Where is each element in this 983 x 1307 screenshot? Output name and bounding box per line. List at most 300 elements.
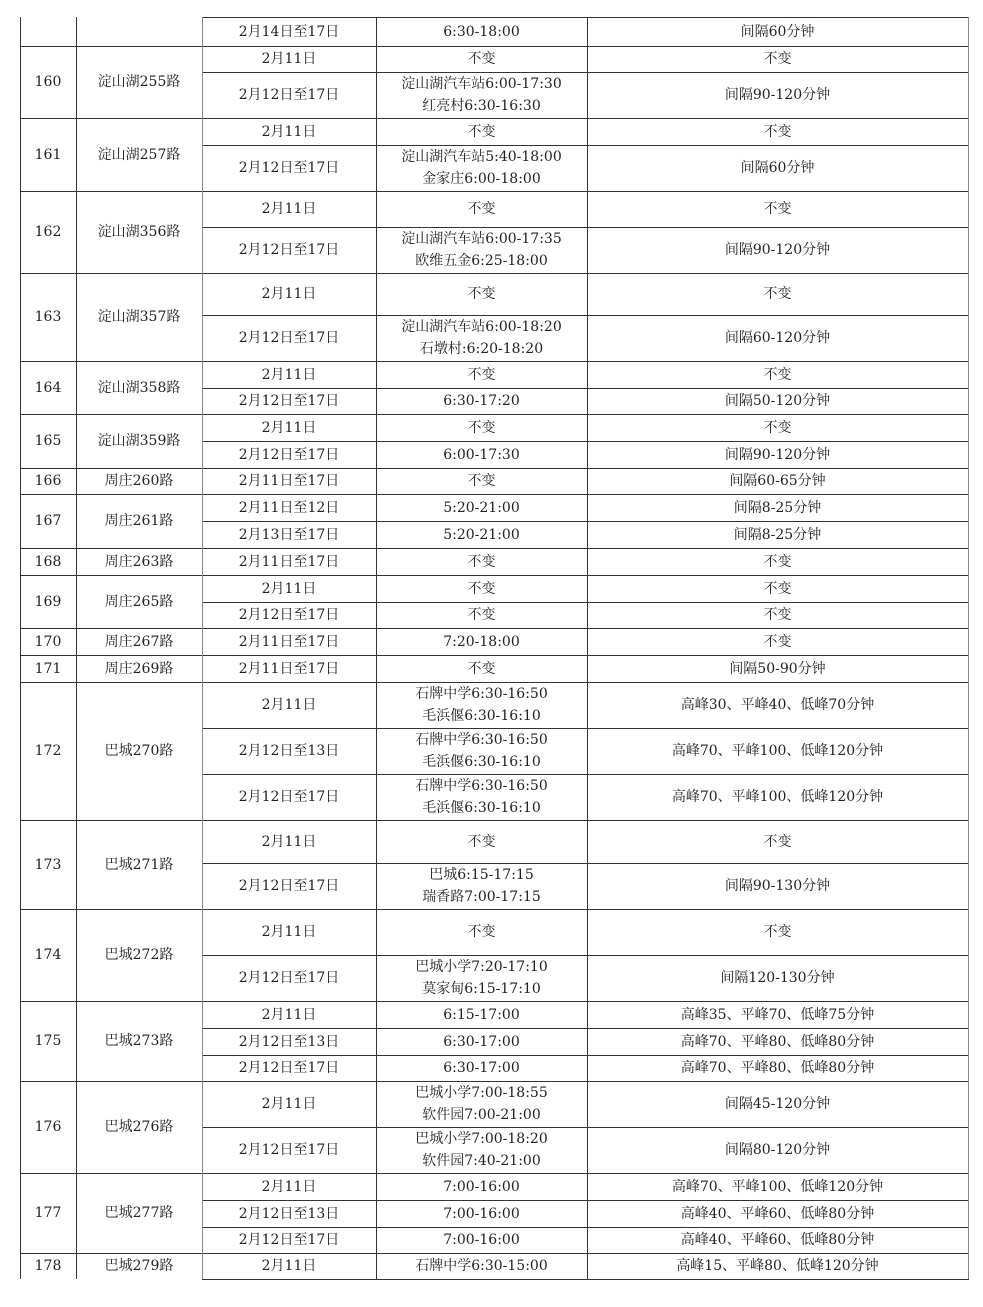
operating-hours-text: 6:30-17:00	[443, 1060, 520, 1076]
route-number-text: 162	[34, 224, 62, 240]
schedule-date-text: 2月11日	[261, 833, 317, 850]
operating-hours-text: 6:30-17:00	[443, 1033, 520, 1050]
schedule-date	[202, 521, 376, 548]
operating-hours	[376, 655, 587, 682]
grid-line	[20, 118, 969, 119]
operating-hours-text: 不变	[467, 201, 496, 217]
route-number-text: 176	[34, 1119, 62, 1135]
schedule-date-text: 2月11日至17日	[238, 660, 340, 677]
schedule-date-text: 2月11日	[261, 201, 317, 217]
operating-hours-text: 毛浜偃6:30-16:10	[422, 800, 541, 816]
schedule-date-text: 2月11日至12日	[238, 499, 340, 516]
route-number	[20, 17, 76, 46]
operating-hours	[376, 1227, 587, 1253]
departure-interval-text: 间隔50-120分钟	[724, 393, 831, 409]
operating-hours-text: 巴城小学7:00-18:20	[415, 1131, 548, 1147]
operating-hours	[376, 46, 587, 72]
grid-line	[202, 955, 969, 956]
route-name	[76, 575, 202, 628]
schedule-date	[202, 72, 376, 118]
operating-hours-text: 石牌中学6:30-16:50	[415, 686, 548, 702]
schedule-date	[202, 17, 376, 46]
grid-line	[202, 17, 203, 1279]
grid-line	[76, 17, 77, 1279]
departure-interval-text: 不变	[763, 366, 792, 383]
route-number-text: 167	[34, 513, 62, 529]
operating-hours-text: 瑞香路7:00-17:15	[422, 889, 541, 905]
route-name	[76, 820, 202, 909]
grid-line	[20, 494, 969, 495]
operating-hours-text: 不变	[467, 286, 496, 302]
grid-line	[20, 273, 969, 274]
operating-hours-text: 7:00-16:00	[443, 1178, 520, 1195]
departure-interval	[587, 46, 968, 72]
departure-interval	[587, 227, 968, 273]
departure-interval	[587, 863, 968, 909]
departure-interval-text: 不变	[763, 419, 792, 436]
route-name-text: 巴城276路	[104, 1119, 174, 1135]
schedule-date	[202, 1200, 376, 1227]
operating-hours	[376, 441, 587, 468]
schedule-date	[202, 682, 376, 728]
grid-line	[20, 191, 969, 192]
operating-hours-text: 7:20-18:00	[443, 633, 520, 650]
departure-interval	[587, 820, 968, 863]
grid-line	[202, 1279, 969, 1280]
departure-interval-text: 高峰70、平峰100、低峰120分钟	[671, 1178, 884, 1195]
operating-hours	[376, 118, 587, 145]
departure-interval	[587, 494, 968, 521]
schedule-date	[202, 227, 376, 273]
schedule-date	[202, 1028, 376, 1055]
operating-hours	[376, 774, 587, 820]
schedule-date-text: 2月11日	[261, 286, 317, 302]
schedule-date	[202, 1173, 376, 1200]
schedule-date-text: 2月12日至17日	[238, 607, 340, 623]
schedule-date	[202, 494, 376, 521]
departure-interval-text: 不变	[763, 580, 792, 597]
departure-interval-text: 间隔90-120分钟	[724, 242, 831, 258]
departure-interval	[587, 1001, 968, 1028]
operating-hours	[376, 494, 587, 521]
operating-hours-text: 淀山湖汽车站6:00-17:30	[401, 76, 562, 92]
operating-hours-text: 软件园7:00-21:00	[422, 1107, 541, 1123]
departure-interval	[587, 1028, 968, 1055]
operating-hours	[376, 548, 587, 575]
grid-line	[587, 17, 588, 1279]
route-number-text: 161	[34, 146, 62, 163]
schedule-date	[202, 820, 376, 863]
departure-interval-text: 高峰70、平峰100、低峰120分钟	[671, 743, 884, 759]
departure-interval	[587, 655, 968, 682]
operating-hours	[376, 1028, 587, 1055]
route-name-text: 周庄269路	[104, 660, 174, 677]
route-number	[20, 1253, 76, 1279]
grid-line	[202, 521, 969, 522]
departure-interval-text: 高峰70、平峰100、低峰120分钟	[671, 789, 884, 805]
departure-interval	[587, 521, 968, 548]
departure-interval-text: 间隔90-130分钟	[724, 878, 831, 894]
departure-interval-text: 间隔60-65分钟	[729, 473, 826, 489]
route-name-text: 周庄261路	[104, 513, 174, 529]
operating-hours-text: 5:20-21:00	[443, 526, 520, 543]
grid-line	[20, 46, 969, 47]
route-number-text: 164	[34, 379, 62, 396]
schedule-date	[202, 441, 376, 468]
route-name	[76, 468, 202, 494]
route-name-text: 巴城271路	[104, 856, 174, 873]
departure-interval-text: 不变	[763, 123, 792, 140]
grid-line	[202, 441, 969, 442]
departure-interval	[587, 388, 968, 414]
departure-interval	[587, 414, 968, 441]
operating-hours	[376, 1081, 587, 1127]
departure-interval-text: 间隔60分钟	[740, 160, 815, 176]
grid-line	[202, 227, 969, 228]
route-name	[76, 414, 202, 468]
schedule-date	[202, 388, 376, 414]
departure-interval	[587, 72, 968, 118]
operating-hours	[376, 521, 587, 548]
route-number	[20, 118, 76, 191]
departure-interval-text: 间隔8-25分钟	[733, 526, 822, 543]
departure-interval	[587, 17, 968, 46]
route-name	[76, 1253, 202, 1279]
departure-interval-text: 间隔90-120分钟	[724, 87, 831, 103]
route-number-text: 165	[34, 433, 62, 449]
grid-line	[202, 72, 969, 73]
route-name-text: 巴城279路	[104, 1258, 174, 1274]
grid-line	[202, 1227, 969, 1228]
grid-line	[20, 468, 969, 469]
operating-hours-text: 6:30-17:20	[443, 393, 520, 409]
route-name-text: 巴城273路	[104, 1033, 174, 1049]
grid-line	[20, 575, 969, 576]
grid-line	[202, 602, 969, 603]
grid-line	[202, 388, 969, 389]
operating-hours	[376, 388, 587, 414]
schedule-date-text: 2月12日至17日	[238, 1060, 340, 1076]
route-name-text: 周庄265路	[104, 593, 174, 610]
schedule-date	[202, 955, 376, 1001]
operating-hours-text: 石墩村:6:20-18:20	[419, 341, 544, 357]
operating-hours-text: 巴城6:15-17:15	[429, 867, 534, 883]
operating-hours-text: 欧维五金6:25-18:00	[415, 253, 548, 269]
schedule-date-text: 2月12日至17日	[238, 160, 340, 176]
route-number-text: 175	[34, 1033, 62, 1049]
route-number-text: 177	[34, 1205, 62, 1221]
grid-line	[20, 414, 969, 415]
departure-interval	[587, 468, 968, 494]
route-name	[76, 17, 202, 46]
route-number	[20, 655, 76, 682]
departure-interval	[587, 1173, 968, 1200]
schedule-date	[202, 46, 376, 72]
departure-interval	[587, 1253, 968, 1279]
departure-interval	[587, 1081, 968, 1127]
schedule-date-text: 2月11日	[261, 366, 317, 383]
route-number-text: 174	[34, 947, 62, 963]
operating-hours-text: 7:00-16:00	[443, 1232, 520, 1248]
schedule-date	[202, 414, 376, 441]
route-number	[20, 273, 76, 361]
grid-line	[202, 145, 969, 146]
route-name-text: 周庄260路	[104, 473, 174, 489]
route-name-text: 周庄267路	[104, 633, 174, 650]
route-name-text: 淀山湖257路	[97, 146, 181, 163]
route-number-text: 178	[34, 1258, 62, 1274]
operating-hours	[376, 728, 587, 774]
operating-hours	[376, 273, 587, 315]
operating-hours-text: 巴城小学7:20-17:10	[415, 959, 548, 975]
operating-hours	[376, 1001, 587, 1028]
route-number-text: 166	[34, 473, 62, 489]
operating-hours	[376, 468, 587, 494]
route-number-text: 168	[34, 553, 62, 570]
schedule-date	[202, 1253, 376, 1279]
operating-hours-text: 不变	[467, 607, 496, 623]
schedule-date-text: 2月12日至17日	[238, 970, 340, 986]
grid-line	[202, 1127, 969, 1128]
operating-hours	[376, 682, 587, 728]
grid-line	[202, 1028, 969, 1029]
schedule-date-text: 2月11日	[261, 51, 317, 67]
departure-interval	[587, 602, 968, 628]
departure-interval	[587, 1227, 968, 1253]
schedule-date-text: 2月12日至17日	[238, 1142, 340, 1158]
departure-interval	[587, 548, 968, 575]
operating-hours	[376, 145, 587, 191]
operating-hours	[376, 909, 587, 955]
route-number-text: 160	[34, 74, 62, 90]
schedule-date-text: 2月11日至17日	[238, 473, 340, 489]
operating-hours-text: 淀山湖汽车站5:40-18:00	[401, 149, 562, 165]
schedule-date	[202, 575, 376, 602]
departure-interval-text: 高峰40、平峰60、低峰80分钟	[680, 1205, 875, 1222]
operating-hours	[376, 191, 587, 227]
operating-hours-text: 淀山湖汽车站6:00-18:20	[401, 319, 562, 335]
operating-hours	[376, 575, 587, 602]
schedule-date	[202, 863, 376, 909]
operating-hours-text: 不变	[467, 580, 496, 597]
schedule-date	[202, 1081, 376, 1127]
departure-interval-text: 不变	[763, 633, 792, 650]
operating-hours-text: 不变	[467, 833, 496, 850]
operating-hours-text: 不变	[467, 924, 496, 940]
schedule-date	[202, 1127, 376, 1173]
operating-hours-text: 淀山湖汽车站6:00-17:35	[401, 231, 562, 247]
operating-hours-text: 不变	[467, 123, 496, 140]
schedule-date	[202, 118, 376, 145]
grid-line	[20, 628, 969, 629]
route-number	[20, 414, 76, 468]
departure-interval-text: 高峰70、平峰80、低峰80分钟	[680, 1033, 875, 1050]
schedule-date-text: 2月12日至13日	[238, 743, 340, 759]
schedule-date-text: 2月12日至17日	[238, 330, 340, 346]
grid-line	[202, 315, 969, 316]
route-number	[20, 361, 76, 414]
route-name-text: 周庄263路	[104, 553, 174, 570]
departure-interval-text: 间隔50-90分钟	[729, 660, 826, 677]
schedule-date-text: 2月11日至17日	[238, 633, 340, 650]
route-number	[20, 468, 76, 494]
grid-line	[20, 655, 969, 656]
schedule-date-text: 2月11日	[261, 697, 317, 713]
schedule-date	[202, 191, 376, 227]
operating-hours-text: 不变	[467, 419, 496, 436]
schedule-date	[202, 628, 376, 655]
route-name	[76, 46, 202, 118]
schedule-date-text: 2月12日至17日	[238, 393, 340, 409]
route-name	[76, 494, 202, 548]
schedule-date-text: 2月11日	[261, 1258, 317, 1274]
operating-hours-text: 金家庄6:00-18:00	[422, 171, 541, 187]
operating-hours	[376, 863, 587, 909]
grid-line	[20, 1173, 969, 1174]
route-name	[76, 1081, 202, 1173]
departure-interval-text: 高峰40、平峰60、低峰80分钟	[680, 1232, 875, 1248]
schedule-date	[202, 728, 376, 774]
route-number	[20, 1001, 76, 1081]
departure-interval-text: 高峰15、平峰80、低峰120分钟	[676, 1258, 879, 1274]
route-number-text: 171	[34, 660, 62, 677]
route-number	[20, 191, 76, 273]
route-number-text: 170	[34, 633, 62, 650]
schedule-date-text: 2月12日至17日	[238, 789, 340, 805]
schedule-date	[202, 1001, 376, 1028]
operating-hours	[376, 17, 587, 46]
departure-interval	[587, 682, 968, 728]
grid-line	[202, 863, 969, 864]
route-name-text: 巴城270路	[104, 743, 174, 759]
schedule-date-text: 2月12日至13日	[238, 1033, 340, 1050]
grid-line	[20, 548, 969, 549]
departure-interval-text: 间隔80-120分钟	[724, 1142, 831, 1158]
schedule-date	[202, 145, 376, 191]
schedule-date-text: 2月11日	[261, 1006, 317, 1023]
departure-interval-text: 高峰35、平峰70、低峰75分钟	[680, 1006, 875, 1023]
grid-line	[20, 909, 969, 910]
schedule-date-text: 2月14日至17日	[238, 23, 340, 40]
operating-hours-text: 6:00-17:30	[443, 446, 520, 463]
schedule-date-text: 2月11日	[261, 924, 317, 940]
grid-line	[202, 728, 969, 729]
schedule-date	[202, 361, 376, 388]
schedule-date-text: 2月12日至13日	[238, 1205, 340, 1222]
grid-line	[20, 361, 969, 362]
schedule-date	[202, 1227, 376, 1253]
route-number	[20, 628, 76, 655]
route-name-text: 巴城272路	[104, 947, 174, 963]
departure-interval-text: 间隔120-130分钟	[720, 970, 835, 986]
grid-line	[20, 17, 21, 1279]
route-name-text: 淀山湖255路	[97, 74, 181, 90]
departure-interval	[587, 628, 968, 655]
departure-interval	[587, 728, 968, 774]
departure-interval	[587, 315, 968, 361]
route-number-text: 173	[34, 856, 62, 873]
departure-interval	[587, 191, 968, 227]
route-number	[20, 548, 76, 575]
operating-hours-text: 6:15-17:00	[443, 1006, 520, 1023]
grid-line	[20, 1081, 969, 1082]
route-name	[76, 655, 202, 682]
operating-hours-text: 石牌中学6:30-16:50	[415, 732, 548, 748]
route-name	[76, 1173, 202, 1253]
schedule-date	[202, 909, 376, 955]
departure-interval-text: 高峰70、平峰80、低峰80分钟	[680, 1060, 875, 1076]
operating-hours	[376, 628, 587, 655]
schedule-date-text: 2月11日	[261, 1178, 317, 1195]
departure-interval-text: 不变	[763, 833, 792, 850]
route-number	[20, 494, 76, 548]
departure-interval	[587, 273, 968, 315]
route-name	[76, 273, 202, 361]
schedule-date-text: 2月12日至17日	[238, 878, 340, 894]
operating-hours	[376, 315, 587, 361]
schedule-date-text: 2月11日	[261, 419, 317, 436]
route-name-text: 淀山湖359路	[97, 433, 181, 449]
route-number	[20, 909, 76, 1001]
departure-interval	[587, 1127, 968, 1173]
route-name-text: 淀山湖358路	[97, 379, 181, 396]
operating-hours	[376, 1173, 587, 1200]
departure-interval	[587, 441, 968, 468]
operating-hours-text: 不变	[467, 553, 496, 570]
grid-line	[20, 1253, 969, 1254]
departure-interval-text: 不变	[763, 286, 792, 302]
schedule-date	[202, 602, 376, 628]
route-name	[76, 909, 202, 1001]
schedule-date-text: 2月12日至17日	[238, 242, 340, 258]
departure-interval	[587, 361, 968, 388]
schedule-date	[202, 315, 376, 361]
operating-hours	[376, 227, 587, 273]
operating-hours	[376, 1127, 587, 1173]
operating-hours-text: 不变	[467, 51, 496, 67]
route-name	[76, 548, 202, 575]
route-name	[76, 118, 202, 191]
route-name	[76, 682, 202, 820]
operating-hours	[376, 602, 587, 628]
departure-interval-text: 不变	[763, 201, 792, 217]
operating-hours-text: 毛浜偃6:30-16:10	[422, 754, 541, 770]
operating-hours-text: 软件园7:40-21:00	[422, 1153, 541, 1169]
departure-interval-text: 间隔90-120分钟	[724, 446, 831, 463]
operating-hours	[376, 414, 587, 441]
operating-hours-text: 莫家甸6:15-17:10	[422, 981, 541, 997]
schedule-date	[202, 1055, 376, 1081]
schedule-date	[202, 273, 376, 315]
schedule-date	[202, 468, 376, 494]
schedule-date	[202, 774, 376, 820]
grid-line	[202, 1055, 969, 1056]
departure-interval	[587, 955, 968, 1001]
schedule-date-text: 2月12日至17日	[238, 87, 340, 103]
grid-line	[20, 820, 969, 821]
operating-hours-text: 红亮村6:30-16:30	[422, 98, 541, 114]
route-name	[76, 1001, 202, 1081]
schedule-date-text: 2月11日	[261, 1096, 317, 1112]
route-number	[20, 46, 76, 118]
schedule-date-text: 2月11日	[261, 123, 317, 140]
operating-hours-text: 7:00-16:00	[443, 1205, 520, 1222]
departure-interval	[587, 575, 968, 602]
departure-interval-text: 不变	[763, 924, 792, 940]
operating-hours	[376, 955, 587, 1001]
grid-line	[202, 17, 969, 18]
schedule-date-text: 2月11日	[261, 580, 317, 597]
